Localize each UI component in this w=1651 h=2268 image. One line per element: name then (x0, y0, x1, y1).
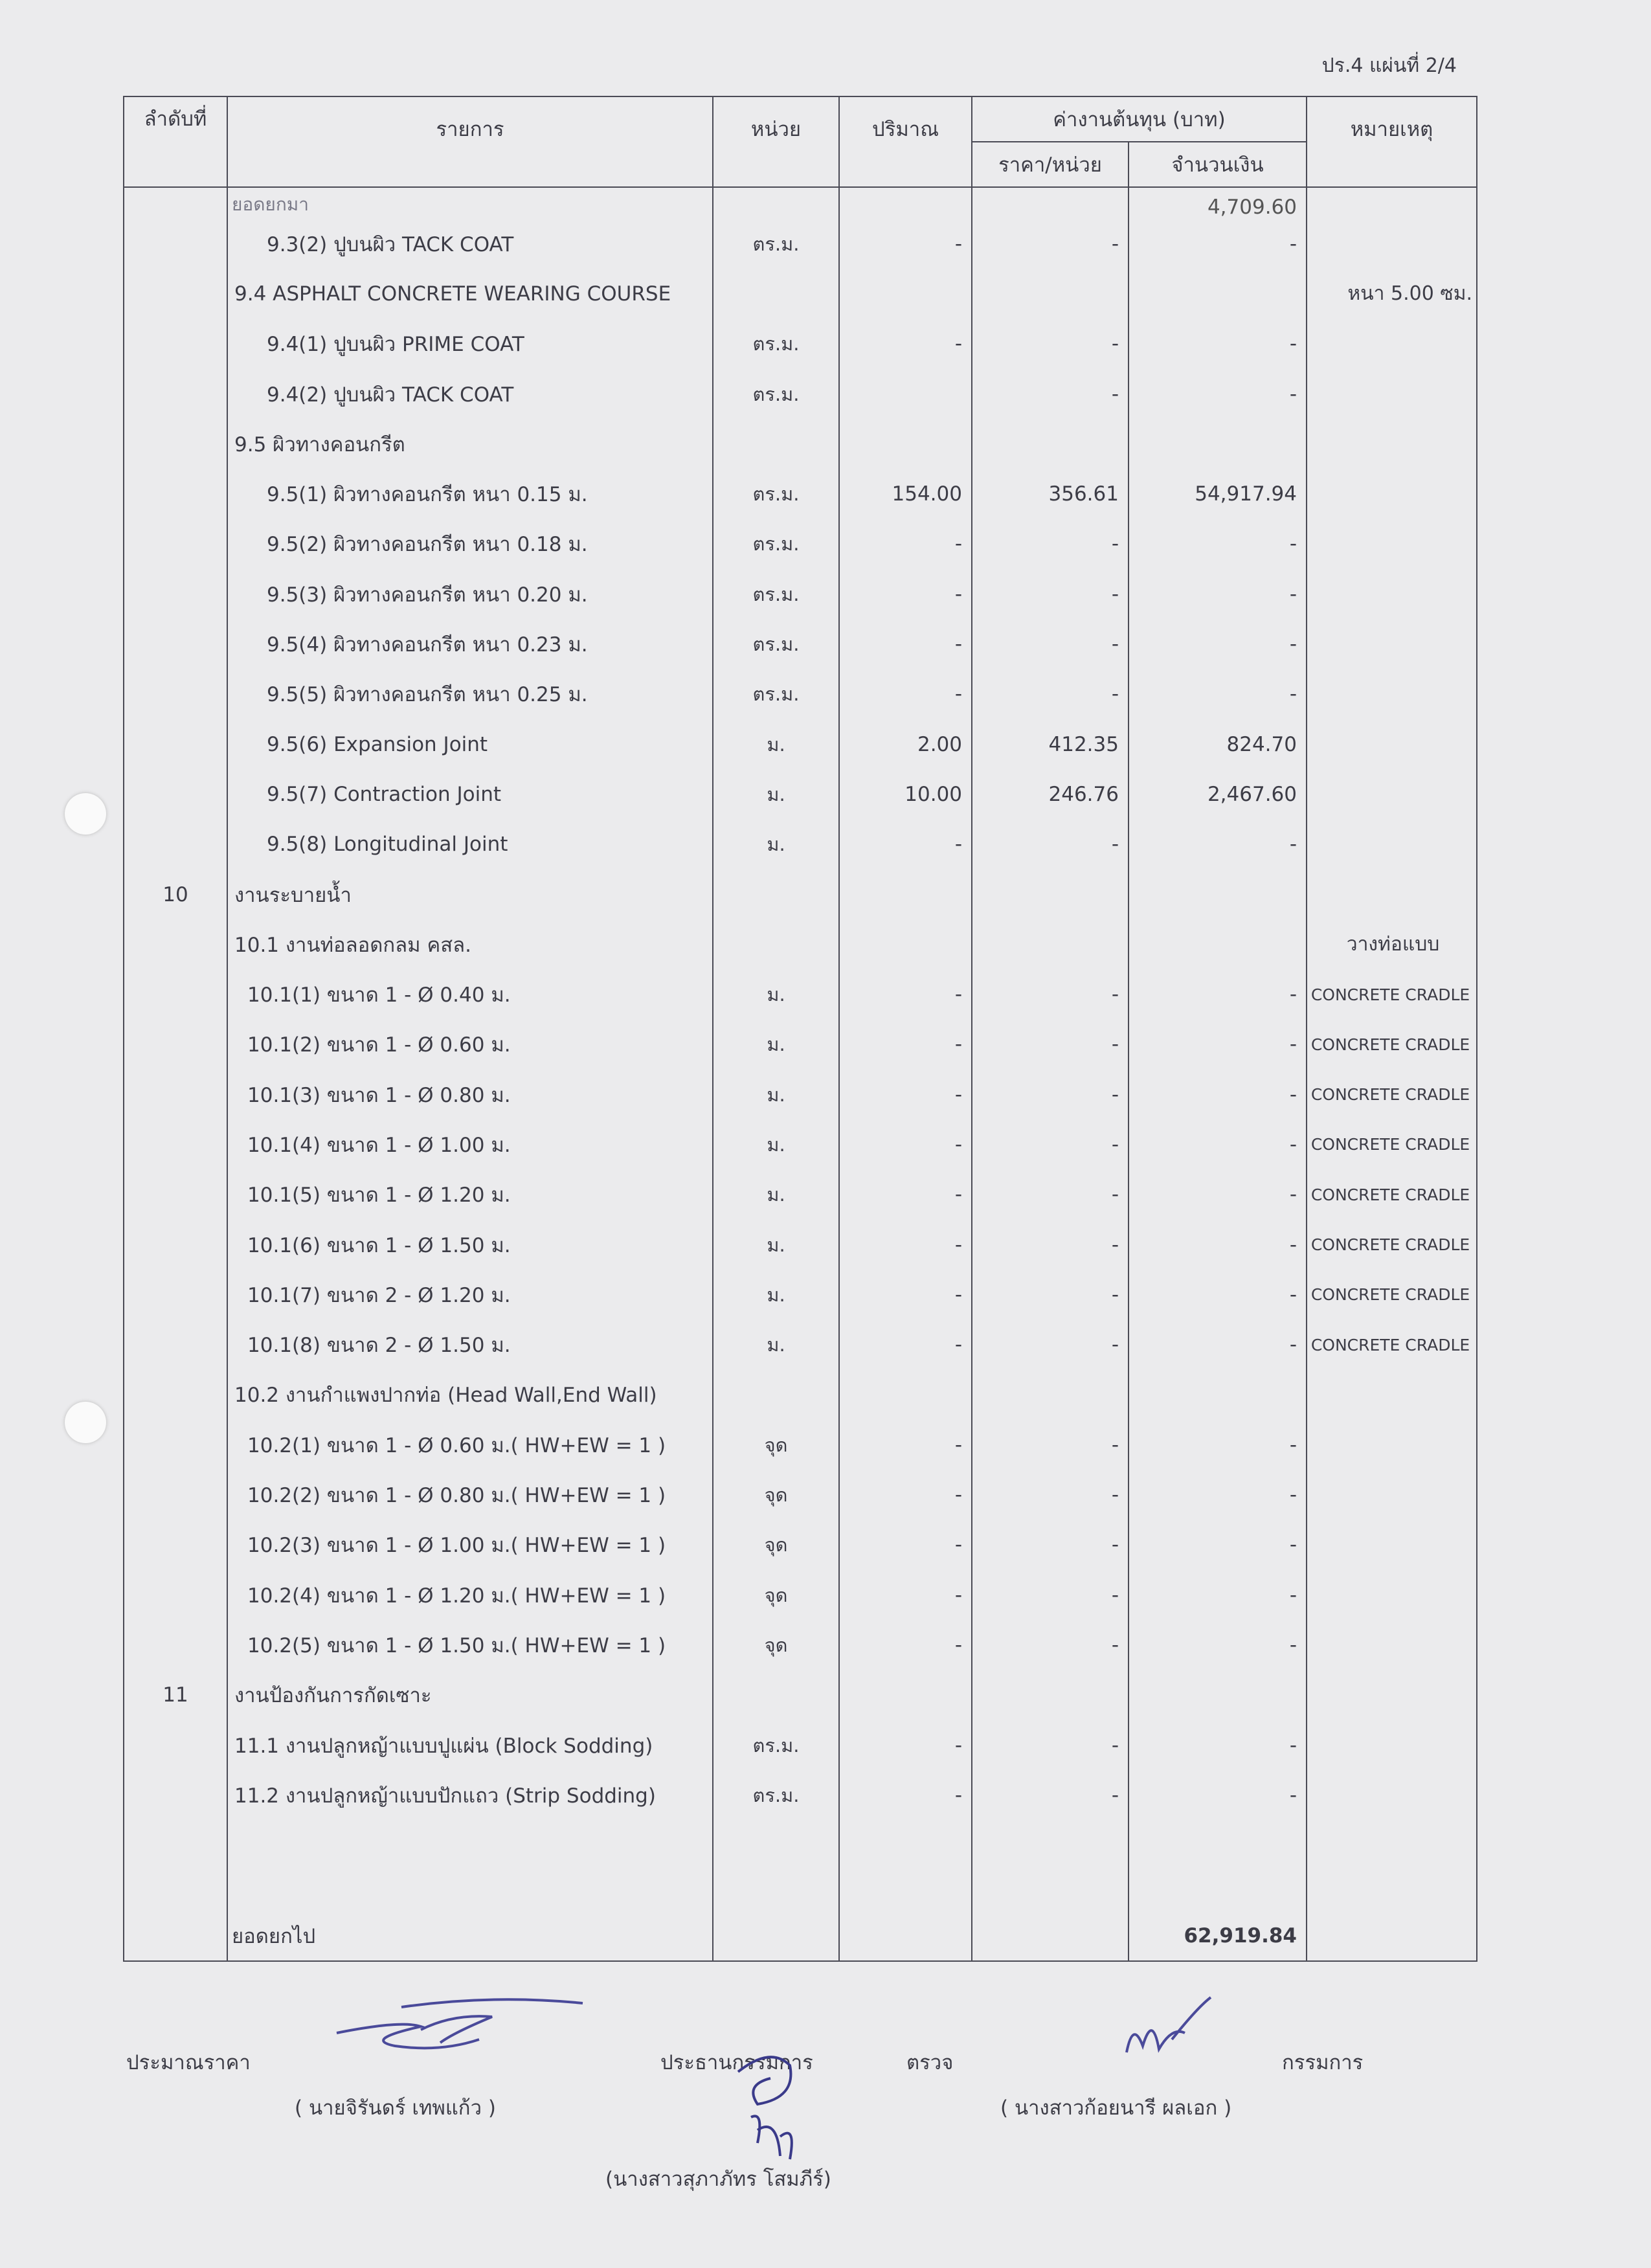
brought-forward-amount: 4,709.60 (1129, 187, 1307, 219)
amount-cell: - (1129, 1570, 1307, 1620)
table-row (124, 820, 1477, 870)
unit-cell: ม. (713, 1020, 839, 1070)
price-per-unit-cell (972, 919, 1129, 969)
quantity-cell: - (839, 1470, 972, 1520)
col-header-item: รายการ (227, 96, 713, 187)
item-description: 10.1(3) ขนาด 1 - Ø 0.80 ม. (227, 1070, 713, 1119)
item-description: 10.1(2) ขนาด 1 - Ø 0.60 ม. (227, 1020, 713, 1070)
table-row (124, 319, 1477, 369)
unit-cell (713, 269, 839, 319)
amount-cell: - (1129, 1119, 1307, 1169)
note-cell (1307, 1620, 1477, 1670)
quantity-cell: - (839, 969, 972, 1019)
row-number (124, 1270, 227, 1319)
quantity-cell: - (839, 319, 972, 369)
price-per-unit-cell: - (972, 1470, 1129, 1520)
price-per-unit-cell: - (972, 619, 1129, 669)
unit-cell (713, 1370, 839, 1420)
unit-cell: ตร.ม. (713, 1720, 839, 1770)
quantity-cell (839, 1670, 972, 1720)
note-cell (1307, 1520, 1477, 1570)
col-header-unit: หน่วย (713, 96, 839, 187)
table-row (124, 1620, 1477, 1670)
row-number (124, 319, 227, 369)
price-per-unit-cell (972, 419, 1129, 469)
item-description: 9.4(2) ปูบนผิว TACK COAT (227, 369, 713, 419)
item-description: 10.1 งานท่อลอดกลม คสล. (227, 919, 713, 969)
row-number (124, 1220, 227, 1270)
col-header-price-per-unit: ราคา/หน่วย (972, 142, 1129, 187)
row-number (124, 669, 227, 719)
row-number (124, 419, 227, 469)
col-header-cost-group: ค่างานต้นทุน (บาท) (972, 96, 1307, 142)
table-row (124, 1520, 1477, 1570)
price-per-unit-cell: - (972, 1020, 1129, 1070)
item-description: 9.4 ASPHALT CONCRETE WEARING COURSE (227, 269, 713, 319)
quantity-cell: - (839, 569, 972, 619)
unit-cell: ม. (713, 769, 839, 819)
note-cell: หนา 5.00 ซม. (1307, 269, 1477, 319)
note-cell: CONCRETE CRADLE (1307, 1170, 1477, 1220)
quantity-cell (839, 870, 972, 919)
table-row (124, 870, 1477, 919)
unit-cell: ม. (713, 1270, 839, 1319)
quantity-cell: 2.00 (839, 719, 972, 769)
price-per-unit-cell (972, 269, 1129, 319)
unit-cell: ม. (713, 1220, 839, 1270)
item-description: 10.1(8) ขนาด 2 - Ø 1.50 ม. (227, 1320, 713, 1370)
note-cell (1307, 1570, 1477, 1620)
row-number (124, 469, 227, 519)
note-cell (1307, 469, 1477, 519)
chair-signature (719, 2046, 822, 2169)
quantity-cell: - (839, 619, 972, 669)
amount-cell: - (1129, 1770, 1307, 1820)
note-cell: CONCRETE CRADLE (1307, 1119, 1477, 1169)
item-description: 10.2(1) ขนาด 1 - Ø 0.60 ม.( HW+EW = 1 ) (227, 1420, 713, 1470)
item-description: 10.1(6) ขนาด 1 - Ø 1.50 ม. (227, 1220, 713, 1270)
unit-cell: ม. (713, 1119, 839, 1169)
note-cell (1307, 820, 1477, 870)
table-row (124, 619, 1477, 669)
item-description: 10.2(4) ขนาด 1 - Ø 1.20 ม.( HW+EW = 1 ) (227, 1570, 713, 1620)
price-per-unit-cell: - (972, 1270, 1129, 1319)
row-number (124, 1370, 227, 1420)
price-per-unit-cell: - (972, 519, 1129, 569)
blank-row (124, 1821, 1477, 1911)
unit-cell: ม. (713, 1320, 839, 1370)
quantity-cell: - (839, 1320, 972, 1370)
amount-cell: - (1129, 1420, 1307, 1470)
page-reference: ปร.4 แผ่นที่ 2/4 (1321, 54, 1457, 77)
item-description: 9.5(6) Expansion Joint (227, 719, 713, 769)
price-per-unit-cell: - (972, 1220, 1129, 1270)
quantity-cell: - (839, 1620, 972, 1670)
amount-cell: - (1129, 820, 1307, 870)
row-number (124, 1470, 227, 1520)
unit-cell: จุด (713, 1470, 839, 1520)
price-per-unit-cell: - (972, 1070, 1129, 1119)
unit-cell: ตร.ม. (713, 669, 839, 719)
amount-cell: - (1129, 1720, 1307, 1770)
quantity-cell: - (839, 1270, 972, 1319)
item-description: งานระบายน้ำ (227, 870, 713, 919)
price-per-unit-cell: - (972, 319, 1129, 369)
amount-cell (1129, 269, 1307, 319)
member-signature (1114, 1994, 1217, 2065)
unit-cell: จุด (713, 1420, 839, 1470)
amount-cell (1129, 1670, 1307, 1720)
table-row (124, 1020, 1477, 1070)
quantity-cell: - (839, 519, 972, 569)
note-cell: CONCRETE CRADLE (1307, 1220, 1477, 1270)
row-number (124, 1770, 227, 1820)
unit-cell: ม. (713, 719, 839, 769)
note-cell: CONCRETE CRADLE (1307, 1320, 1477, 1370)
unit-cell: จุด (713, 1570, 839, 1620)
price-per-unit-cell: - (972, 1770, 1129, 1820)
note-cell (1307, 619, 1477, 669)
amount-cell: - (1129, 1020, 1307, 1070)
amount-cell (1129, 1370, 1307, 1420)
quantity-cell: - (839, 1119, 972, 1169)
amount-cell: 2,467.60 (1129, 769, 1307, 819)
table-row (124, 469, 1477, 519)
row-number (124, 969, 227, 1019)
item-description: 9.5(8) Longitudinal Joint (227, 820, 713, 870)
row-number (124, 1070, 227, 1119)
table-row (124, 919, 1477, 969)
price-per-unit-cell: - (972, 1320, 1129, 1370)
col-header-note: หมายเหตุ (1307, 96, 1477, 187)
note-cell (1307, 1470, 1477, 1520)
unit-cell: ตร.ม. (713, 469, 839, 519)
table-row (124, 1170, 1477, 1220)
unit-cell (713, 870, 839, 919)
row-number (124, 1620, 227, 1670)
price-per-unit-cell: 412.35 (972, 719, 1129, 769)
quantity-cell (839, 1370, 972, 1420)
unit-cell: ตร.ม. (713, 319, 839, 369)
col-header-qty: ปริมาณ (839, 96, 972, 187)
note-cell (1307, 870, 1477, 919)
item-description: 9.5 ผิวทางคอนกรีต (227, 419, 713, 469)
quantity-cell: - (839, 1170, 972, 1220)
table-row (124, 519, 1477, 569)
quantity-cell: 154.00 (839, 469, 972, 519)
item-description: 10.2 งานกำแพงปากท่อ (Head Wall,End Wall) (227, 1370, 713, 1420)
note-cell (1307, 719, 1477, 769)
amount-cell (1129, 870, 1307, 919)
row-number (124, 1119, 227, 1169)
amount-cell: - (1129, 219, 1307, 269)
item-description: 9.4(1) ปูบนผิว PRIME COAT (227, 319, 713, 369)
table-row (124, 969, 1477, 1019)
note-cell: CONCRETE CRADLE (1307, 1020, 1477, 1070)
col-header-no: ลำดับที่ (124, 96, 227, 187)
item-description: 10.1(4) ขนาด 1 - Ø 1.00 ม. (227, 1119, 713, 1169)
note-cell (1307, 1370, 1477, 1420)
table-row (124, 1770, 1477, 1820)
table-row (124, 719, 1477, 769)
quantity-cell (839, 419, 972, 469)
note-cell: CONCRETE CRADLE (1307, 1270, 1477, 1319)
table-row (124, 369, 1477, 419)
amount-cell: - (1129, 369, 1307, 419)
row-number (124, 619, 227, 669)
amount-cell (1129, 419, 1307, 469)
unit-cell: ตร.ม. (713, 369, 839, 419)
note-cell (1307, 769, 1477, 819)
check-label: ตรวจ (906, 2051, 954, 2074)
quantity-cell (839, 369, 972, 419)
price-per-unit-cell: - (972, 219, 1129, 269)
note-cell (1307, 219, 1477, 269)
item-description: 9.5(3) ผิวทางคอนกรีต หนา 0.20 ม. (227, 569, 713, 619)
unit-cell: ตร.ม. (713, 569, 839, 619)
item-description: 10.2(5) ขนาด 1 - Ø 1.50 ม.( HW+EW = 1 ) (227, 1620, 713, 1670)
unit-cell: ตร.ม. (713, 1770, 839, 1820)
price-per-unit-cell: - (972, 1720, 1129, 1770)
row-number (124, 1570, 227, 1620)
note-cell (1307, 669, 1477, 719)
chair-label: ประธานกรรมการ (660, 2051, 813, 2074)
price-per-unit-cell: - (972, 1170, 1129, 1220)
amount-cell: - (1129, 1220, 1307, 1270)
price-per-unit-cell: - (972, 669, 1129, 719)
table-row (124, 669, 1477, 719)
row-number (124, 519, 227, 569)
unit-cell: จุด (713, 1520, 839, 1570)
row-number (124, 919, 227, 969)
table-row (124, 1470, 1477, 1520)
brought-forward-row (124, 187, 1477, 219)
row-number: 10 (124, 870, 227, 919)
row-number: 11 (124, 1670, 227, 1720)
row-number (124, 820, 227, 870)
amount-cell: 54,917.94 (1129, 469, 1307, 519)
note-cell (1307, 1720, 1477, 1770)
quantity-cell: - (839, 1720, 972, 1770)
table-row (124, 569, 1477, 619)
item-description: 11.1 งานปลูกหญ้าแบบปูแผ่น (Block Sodding) (227, 1720, 713, 1770)
item-description: 10.1(1) ขนาด 1 - Ø 0.40 ม. (227, 969, 713, 1019)
price-per-unit-cell: - (972, 969, 1129, 1019)
amount-cell: - (1129, 669, 1307, 719)
price-per-unit-cell (972, 1370, 1129, 1420)
boq-table (123, 96, 1477, 1962)
amount-cell: - (1129, 519, 1307, 569)
price-per-unit-cell: 356.61 (972, 469, 1129, 519)
amount-cell: - (1129, 1170, 1307, 1220)
table-row (124, 219, 1477, 269)
quantity-cell (839, 919, 972, 969)
amount-cell: - (1129, 1620, 1307, 1670)
quantity-cell: - (839, 1070, 972, 1119)
quantity-cell: - (839, 1220, 972, 1270)
amount-cell: - (1129, 969, 1307, 1019)
unit-cell (713, 419, 839, 469)
amount-cell: - (1129, 1470, 1307, 1520)
price-per-unit-cell (972, 870, 1129, 919)
quantity-cell: - (839, 1420, 972, 1470)
table-row (124, 1670, 1477, 1720)
amount-cell: - (1129, 619, 1307, 669)
note-cell (1307, 1670, 1477, 1720)
quantity-cell: 10.00 (839, 769, 972, 819)
item-description: 9.5(4) ผิวทางคอนกรีต หนา 0.23 ม. (227, 619, 713, 669)
price-per-unit-cell: - (972, 1420, 1129, 1470)
item-description: 11.2 งานปลูกหญ้าแบบปักแถว (Strip Sodding) (227, 1770, 713, 1820)
carried-forward-amount: 62,919.84 (1129, 1911, 1307, 1961)
price-per-unit-cell: - (972, 1570, 1129, 1620)
price-per-unit-cell: - (972, 1119, 1129, 1169)
price-per-unit-cell: 246.76 (972, 769, 1129, 819)
amount-cell: - (1129, 1270, 1307, 1319)
item-description: 10.2(2) ขนาด 1 - Ø 0.80 ม.( HW+EW = 1 ) (227, 1470, 713, 1520)
row-number (124, 369, 227, 419)
amount-cell (1129, 919, 1307, 969)
unit-cell: ตร.ม. (713, 219, 839, 269)
punch-hole (65, 1402, 106, 1443)
item-description: 9.5(5) ผิวทางคอนกรีต หนา 0.25 ม. (227, 669, 713, 719)
amount-cell: 824.70 (1129, 719, 1307, 769)
unit-cell (713, 1670, 839, 1720)
quantity-cell: - (839, 1020, 972, 1070)
table-row (124, 1070, 1477, 1119)
unit-cell: ม. (713, 969, 839, 1019)
unit-cell: ตร.ม. (713, 619, 839, 669)
punch-hole (65, 793, 106, 835)
amount-cell: - (1129, 1070, 1307, 1119)
table-row (124, 1119, 1477, 1169)
price-per-unit-cell: - (972, 1520, 1129, 1570)
quantity-cell: - (839, 1520, 972, 1570)
note-cell (1307, 419, 1477, 469)
row-number (124, 1320, 227, 1370)
row-number (124, 1020, 227, 1070)
note-cell (1307, 519, 1477, 569)
carried-forward-label: ยอดยกไป (227, 1911, 713, 1961)
quantity-cell (839, 269, 972, 319)
member-label: กรรมการ (1282, 2051, 1364, 2074)
unit-cell: ม. (713, 1070, 839, 1119)
table-row (124, 1320, 1477, 1370)
row-number (124, 269, 227, 319)
table-row (124, 1570, 1477, 1620)
brought-forward-label: ยอดยกมา (227, 187, 713, 219)
item-description: 9.5(1) ผิวทางคอนกรีต หนา 0.15 ม. (227, 469, 713, 519)
quantity-cell: - (839, 1770, 972, 1820)
row-number (124, 569, 227, 619)
member-name: ( นางสาวก้อยนารี ผลเอก ) (1000, 2096, 1232, 2120)
estimator-label: ประมาณราคา (126, 2051, 251, 2074)
item-description: 9.3(2) ปูบนผิว TACK COAT (227, 219, 713, 269)
price-per-unit-cell: - (972, 569, 1129, 619)
row-number (124, 1170, 227, 1220)
estimator-signature (324, 1994, 596, 2065)
item-description: งานป้องกันการกัดเซาะ (227, 1670, 713, 1720)
note-cell (1307, 319, 1477, 369)
price-per-unit-cell: - (972, 369, 1129, 419)
note-cell (1307, 1770, 1477, 1820)
quantity-cell: - (839, 219, 972, 269)
unit-cell: จุด (713, 1620, 839, 1670)
carried-forward-row (124, 1911, 1477, 1961)
note-cell (1307, 1420, 1477, 1470)
item-description: 9.5(2) ผิวทางคอนกรีต หนา 0.18 ม. (227, 519, 713, 569)
unit-cell: ม. (713, 1170, 839, 1220)
table-row (124, 1720, 1477, 1770)
table-row (124, 269, 1477, 319)
note-cell: CONCRETE CRADLE (1307, 1070, 1477, 1119)
table-row (124, 1420, 1477, 1470)
row-number (124, 769, 227, 819)
item-description: 10.1(5) ขนาด 1 - Ø 1.20 ม. (227, 1170, 713, 1220)
item-description: 9.5(7) Contraction Joint (227, 769, 713, 819)
row-number (124, 219, 227, 269)
table-row (124, 1270, 1477, 1319)
note-cell (1307, 369, 1477, 419)
col-header-amount: จำนวนเงิน (1129, 142, 1307, 187)
item-description: 10.1(7) ขนาด 2 - Ø 1.20 ม. (227, 1270, 713, 1319)
unit-cell: ตร.ม. (713, 519, 839, 569)
chair-name: (นางสาวสุภาภัทร โสมภีร์) (605, 2168, 831, 2191)
row-number (124, 719, 227, 769)
amount-cell: - (1129, 569, 1307, 619)
item-description: 10.2(3) ขนาด 1 - Ø 1.00 ม.( HW+EW = 1 ) (227, 1520, 713, 1570)
unit-cell: ม. (713, 820, 839, 870)
note-cell: วางท่อแบบ (1307, 919, 1477, 969)
row-number (124, 1520, 227, 1570)
unit-cell (713, 919, 839, 969)
quantity-cell: - (839, 669, 972, 719)
amount-cell: - (1129, 319, 1307, 369)
price-per-unit-cell (972, 1670, 1129, 1720)
price-per-unit-cell: - (972, 1620, 1129, 1670)
estimator-name: ( นายจิรันดร์ เทพแก้ว ) (295, 2096, 496, 2120)
amount-cell: - (1129, 1520, 1307, 1570)
price-per-unit-cell: - (972, 820, 1129, 870)
table-row (124, 769, 1477, 819)
note-cell: CONCRETE CRADLE (1307, 969, 1477, 1019)
quantity-cell: - (839, 1570, 972, 1620)
note-cell (1307, 569, 1477, 619)
table-row (124, 1220, 1477, 1270)
amount-cell: - (1129, 1320, 1307, 1370)
table-row (124, 1370, 1477, 1420)
quantity-cell: - (839, 820, 972, 870)
row-number (124, 1720, 227, 1770)
table-row (124, 419, 1477, 469)
row-number (124, 1420, 227, 1470)
